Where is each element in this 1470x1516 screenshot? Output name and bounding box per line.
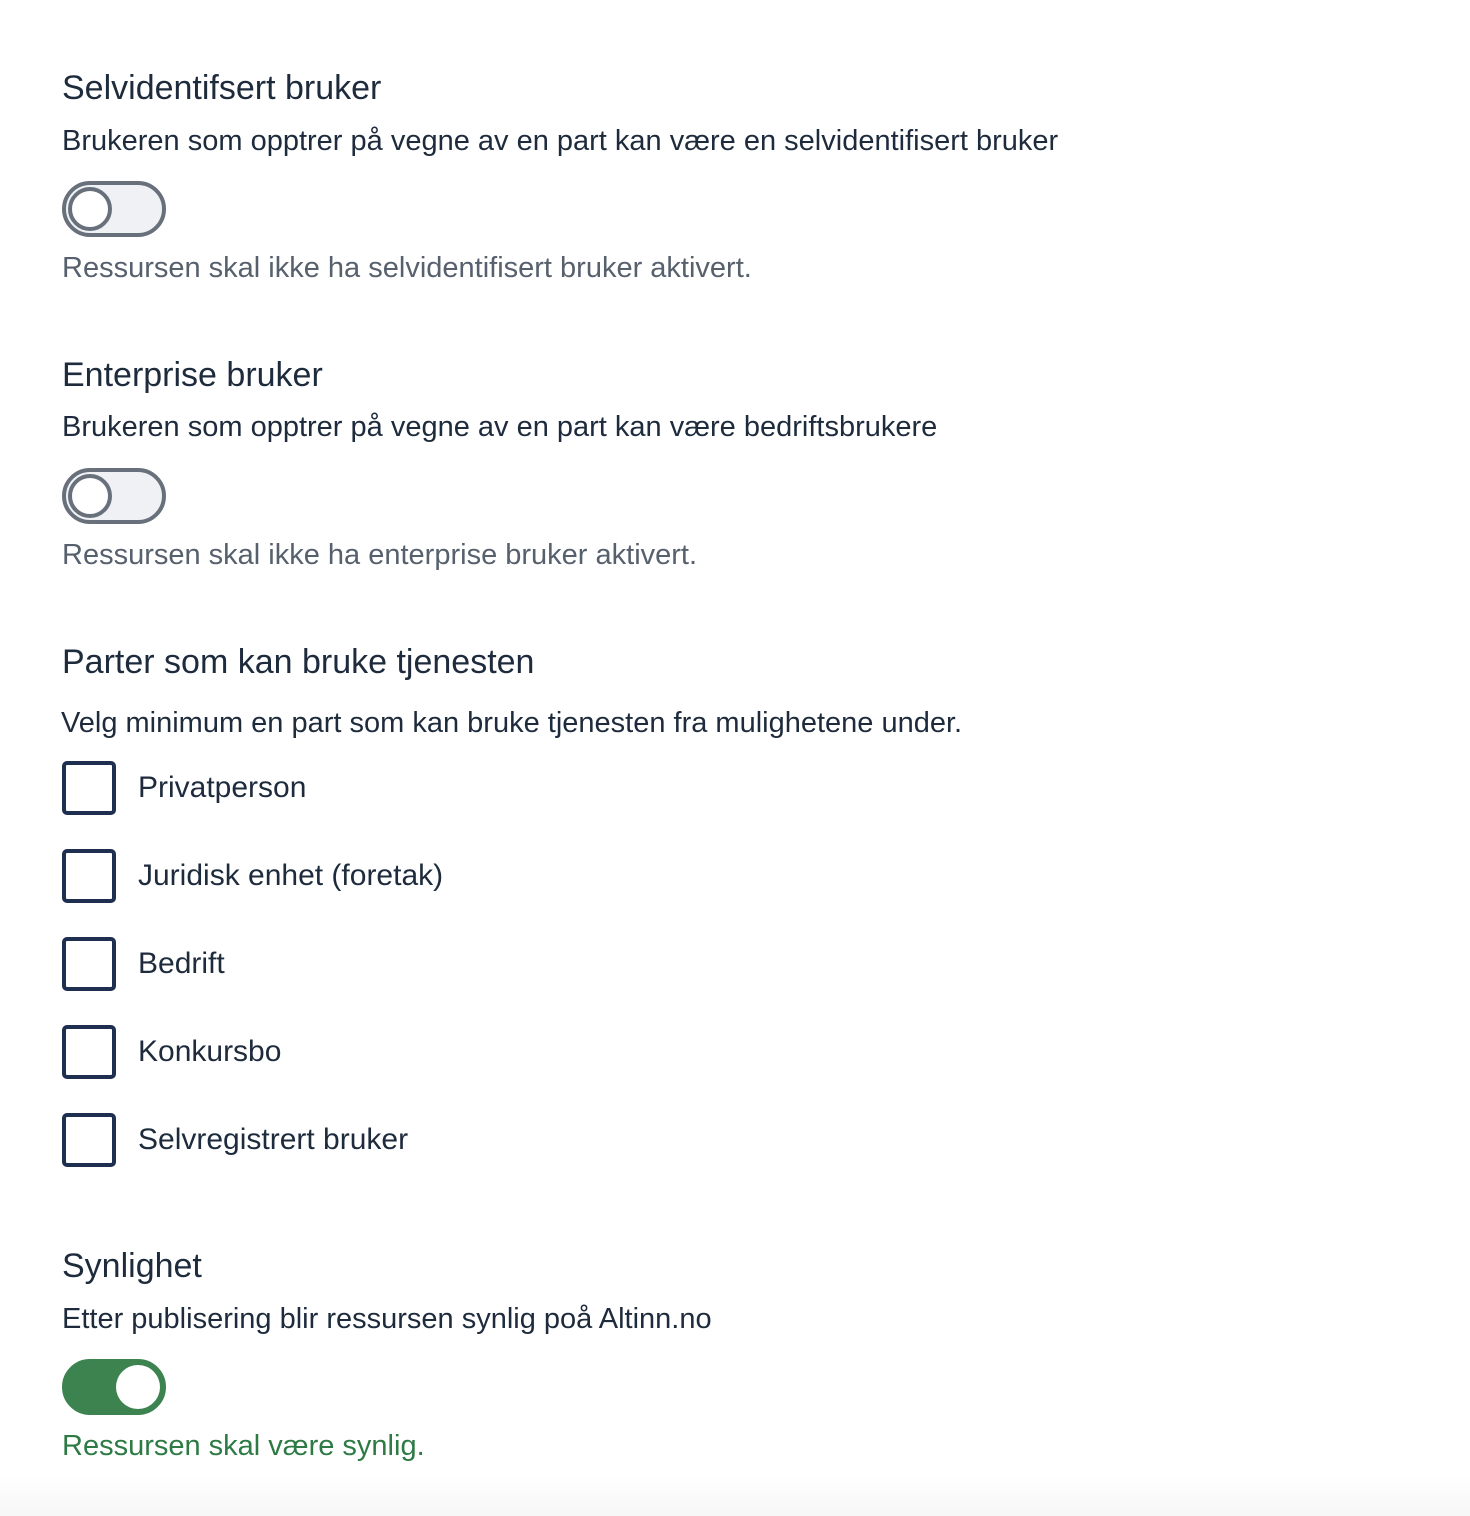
checkbox-privatperson[interactable] [62,761,306,815]
toggle-knob [68,474,112,518]
checkbox-box[interactable] [62,849,116,903]
self-identified-heading: Selvidentifsert bruker [62,69,382,107]
self-identified-description: Brukeren som opptrer på vegne av en part kan være en selvidentifisert bruker [62,125,1059,157]
checkbox-label: Juridisk enhet (foretak) [138,859,444,892]
enterprise-status: Ressursen skal ikke ha enterprise bruker aktivert. [62,539,698,571]
checkbox-box[interactable] [62,937,116,991]
enterprise-description: Brukeren som opptrer på vegne av en part kan være bedriftsbrukere [62,411,938,443]
checkbox-label: Konkursbo [138,1035,282,1068]
visibility-toggle[interactable] [62,1359,166,1415]
parties-heading: Parter som kan bruke tjenesten [62,643,535,681]
checkbox-konkursbo[interactable] [62,1025,281,1079]
toggle-knob [68,187,112,231]
self-identified-toggle[interactable] [62,181,166,237]
visibility-status: Ressursen skal være synlig. [62,1430,425,1462]
bottom-fade [0,1476,1470,1516]
checkbox-box[interactable] [62,1025,116,1079]
visibility-description: Etter publisering blir ressursen synlig poå Altinn.no [62,1303,712,1335]
checkbox-box[interactable] [62,1113,116,1167]
checkbox-label: Privatperson [138,771,307,804]
checkbox-box[interactable] [62,761,116,815]
enterprise-heading: Enterprise bruker [62,356,323,394]
self-identified-status: Ressursen skal ikke ha selvidentifisert bruker aktivert. [62,252,752,284]
checkbox-juridisk-enhet[interactable] [62,849,443,903]
checkbox-label: Selvregistrert bruker [138,1123,409,1156]
checkbox-label: Bedrift [138,947,225,980]
visibility-heading: Synlighet [62,1247,202,1285]
enterprise-toggle[interactable] [62,468,166,524]
checkbox-selvregistrert-bruker[interactable] [62,1113,408,1167]
checkbox-bedrift[interactable] [62,937,225,991]
parties-description: Velg minimum en part som kan bruke tjenesten fra mulighetene under. [61,707,963,739]
toggle-knob [116,1365,160,1409]
